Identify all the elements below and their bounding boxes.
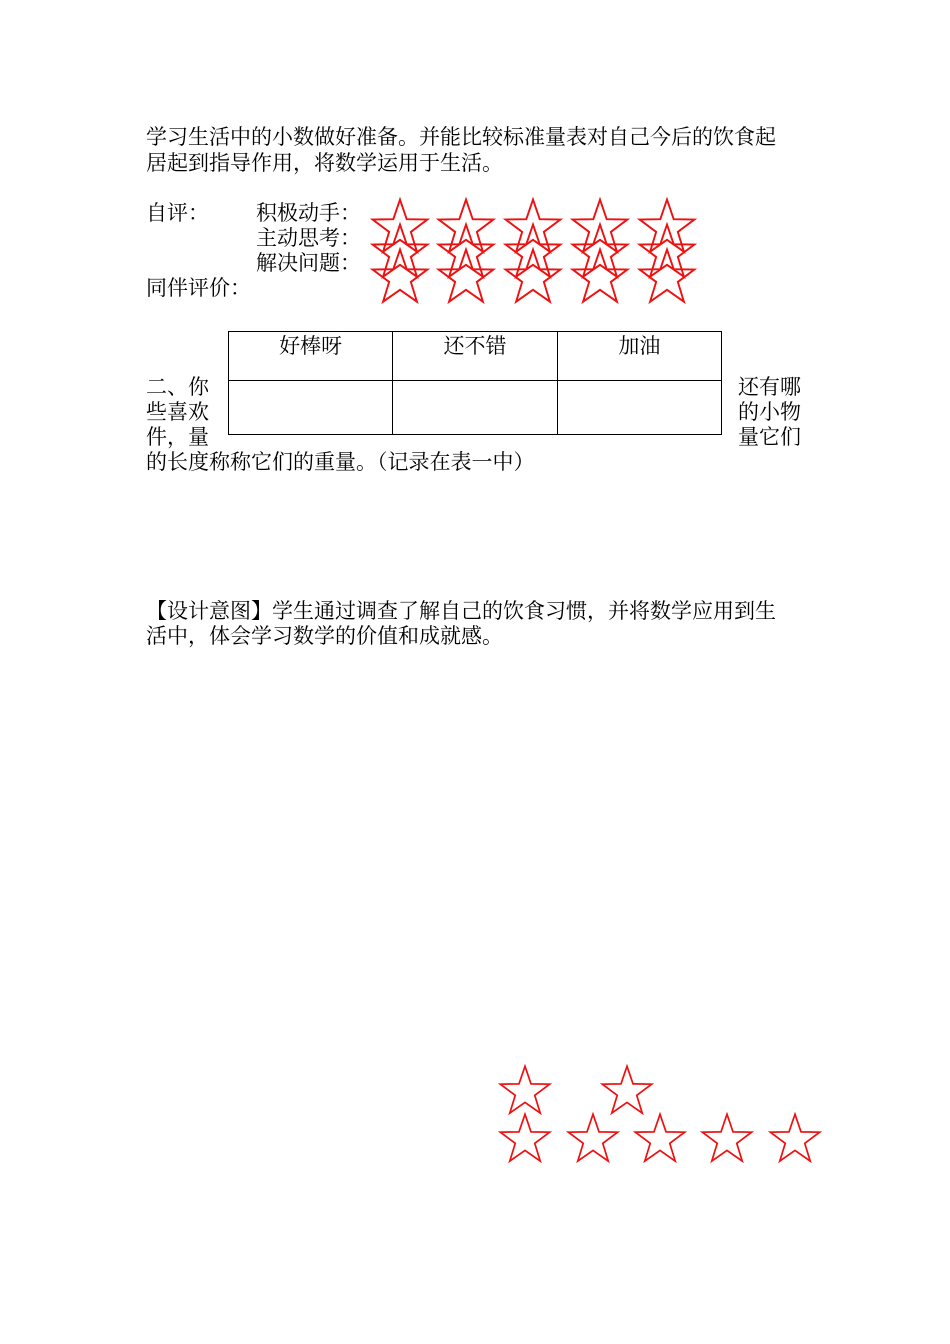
star-icon [498,1111,552,1165]
star-icon [503,246,563,306]
intro-line-1: 学习生活中的小数做好准备。并能比较标准量表对自己今后的饮食起 [146,125,776,149]
star-icon [768,1111,822,1165]
task2-right-line-2: 的小物 [738,400,801,424]
task2-last-line: 的长度称称它们的重量。（记录在表一中） [146,450,535,474]
star-icon [637,246,697,306]
task2-right-line-1: 还有哪 [738,375,801,399]
table-header-good: 还不错 [393,332,557,381]
table-header-great: 好棒呀 [229,332,393,381]
peer-eval-label: 同伴评价： [146,276,251,300]
star-icon [570,246,630,306]
star-icon [600,1063,654,1117]
criterion-problem-solving: 解决问题： [256,251,361,275]
table-cell-good [393,381,557,435]
star-icon [566,1111,620,1165]
design-intent-line-1: 【设计意图】学生通过调查了解自己的饮食习惯，并将数学应用到生 [146,599,776,623]
task2-right-line-3: 量它们 [738,425,801,449]
task2-left-line-2: 些喜欢 [146,400,209,424]
task2-left-line-1: 二、你 [146,375,209,399]
criterion-thinking: 主动思考： [256,226,361,250]
intro-line-2: 居起到指导作用，将数学运用于生活。 [146,151,503,175]
self-eval-label: 自评： [146,201,209,225]
table-cell-keep-going [557,381,721,435]
star-icon [700,1111,754,1165]
task2-left-line-3: 件，量 [146,425,209,449]
table-header-keep-going: 加油 [557,332,721,381]
rating-table [228,331,722,435]
star-icon [436,246,496,306]
criterion-hands-on: 积极动手： [256,201,361,225]
star-icon [370,246,430,306]
table-cell-great [229,381,393,435]
star-icon [633,1111,687,1165]
star-icon [498,1063,552,1117]
design-intent-line-2: 活中，体会学习数学的价值和成就感。 [146,624,503,648]
